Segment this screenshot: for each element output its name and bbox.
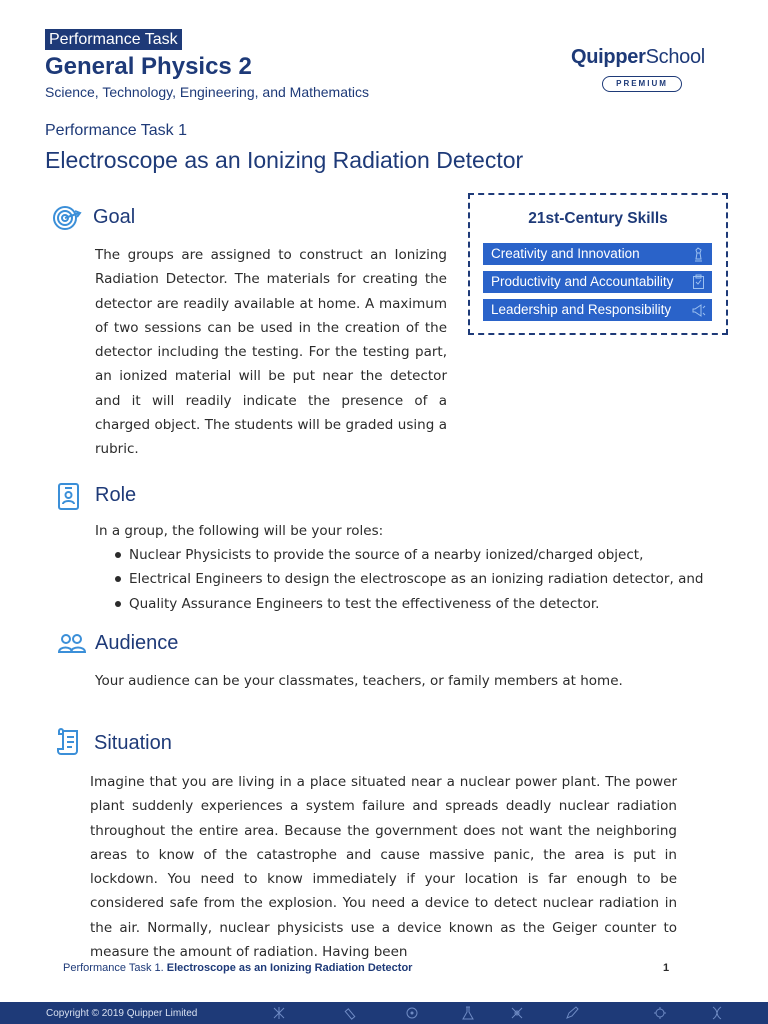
- course-title: General Physics 2: [45, 53, 252, 80]
- task-title: Electroscope as an Ionizing Radiation Detector: [45, 147, 524, 173]
- skill-creativity: [483, 243, 712, 265]
- scroll-icon: [55, 727, 85, 757]
- audience-heading: Audience: [95, 632, 179, 654]
- footer-bar: [0, 1002, 768, 1024]
- skills-box: [468, 193, 728, 335]
- skills-title: 21st-Century Skills: [528, 210, 668, 227]
- test-tube-icon: [345, 1006, 359, 1020]
- gear-icon: [653, 1006, 667, 1020]
- chess-piece-icon: [691, 246, 706, 262]
- logo-regular: School: [645, 46, 705, 68]
- atom-icon: [405, 1006, 419, 1020]
- situation-text: Imagine that you are living in a place situated near a nuclear power plant. The power plant suddenly experiences a system failure and spreads deadly nuclear radiation throughout the entire area. Because the government does not want the neighboring areas to know of the catastrophe and cause massive panic, the area is put in lockdown. You need to know immediately if your location is far enough to be considered safe from the explosion. You need a device to detect nuclear radiation in the air. Normally, nuclear physicists use a device known as the Geiger counter to measure the amount of radiation. Having been: [90, 774, 677, 961]
- role-heading: Role: [95, 484, 137, 506]
- logo-bold: Quipper: [571, 46, 646, 68]
- people-icon: [57, 628, 87, 658]
- list-item: Quality Assurance Engineers to test the effectiveness of the detector.: [113, 592, 703, 616]
- role-list: [113, 543, 703, 616]
- copyright: Copyright © 2019 Quipper Limited: [46, 1008, 198, 1019]
- task-label: Performance Task 1: [45, 122, 187, 139]
- molecule-icon: [272, 1006, 286, 1020]
- footer-task-title: [63, 962, 412, 974]
- page-number: 1: [663, 962, 670, 974]
- clipboard-icon: [691, 274, 706, 290]
- molecule-icon: [510, 1006, 524, 1020]
- skill-label: Productivity and Accountability: [491, 274, 674, 289]
- pencil-icon: [565, 1006, 579, 1020]
- list-item: Electrical Engineers to design the electroscope as an ionizing radiation detector, and: [113, 567, 703, 591]
- role-intro: In a group, the following will be your roles:: [95, 523, 384, 539]
- skill-label: Leadership and Responsibility: [491, 302, 672, 317]
- target-icon: [52, 203, 82, 233]
- quipper-school-logo: [571, 46, 716, 94]
- logo-wordmark: [571, 46, 716, 69]
- goal-text: The groups are assigned to construct an Ionizing Radiation Detector. The materials for creating the detector are readily available at home. A maximum of two sessions can be used in the creation of the detector including the testing. For the testing part, an ionized material will be put near the detector and it will readily indicate the presence of a charged object. The students will be graded using a rubric.: [95, 247, 447, 458]
- goal-heading: Goal: [93, 206, 136, 228]
- megaphone-icon: [691, 302, 706, 318]
- list-item: Nuclear Physicists to provide the source of a nearby ionized/charged object,: [113, 543, 703, 567]
- strand-subtitle: Science, Technology, Engineering, and Mathematics: [45, 84, 370, 100]
- dna-icon: [710, 1006, 724, 1020]
- situation-heading: Situation: [94, 732, 172, 754]
- flask-icon: [461, 1006, 475, 1020]
- footer-task-prefix: Performance Task 1.: [63, 962, 167, 974]
- skill-label: Creativity and Innovation: [491, 246, 640, 261]
- id-badge-icon: [54, 481, 84, 511]
- skill-leadership: [483, 299, 712, 321]
- skill-productivity: [483, 271, 712, 293]
- performance-task-tag: Performance Task: [45, 29, 182, 50]
- logo-premium-badge: PREMIUM: [602, 76, 682, 92]
- audience-text: Your audience can be your classmates, teachers, or family members at home.: [95, 673, 623, 689]
- footer-task-name: Electroscope as an Ionizing Radiation Detector: [166, 962, 413, 974]
